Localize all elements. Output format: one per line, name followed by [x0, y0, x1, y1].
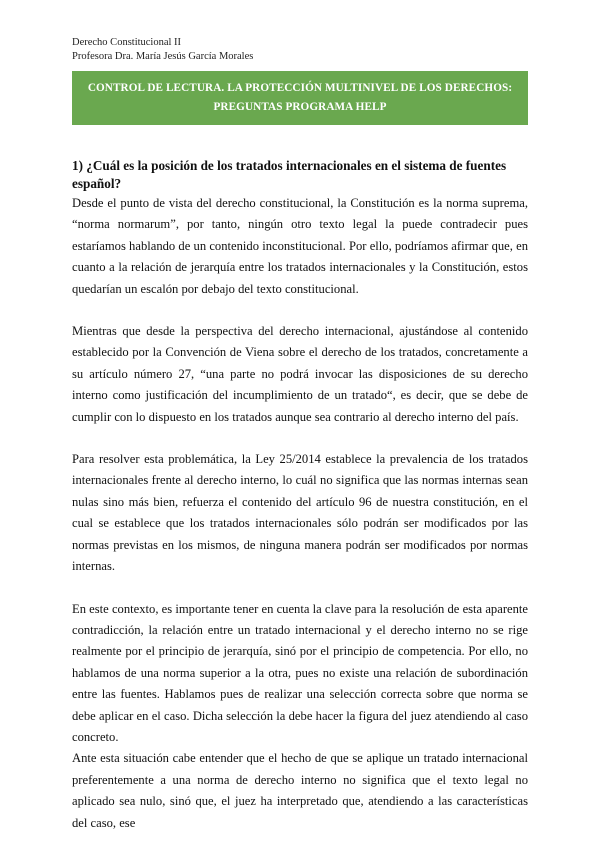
- banner-title-line-2: PREGUNTAS PROGRAMA HELP: [213, 101, 387, 113]
- paragraph: Ante esta situación cabe entender que el hecho de que se aplique un tratado internacional preferentemente a una norma de derecho interno no significa que el texto legal no aplicado sea nulo, sinó que, el juez ha interpretado que, atendiendo a las características del caso, ese: [72, 751, 528, 830]
- document-body: [72, 157, 528, 834]
- paragraph: Mientras que desde la perspectiva del derecho internacional, ajustándose al contenido establecido por la Convención de Viena sobre el derecho de los tratados, concretamente a su artículo número 27, “una parte no podrá invocar las disposiciones de su derecho interno como justificación del incumplimiento de un tratado“, es decir, que se debe de cumplir con lo dispuesto en los tratados aunque sea contrario al derecho interno del país.: [72, 324, 528, 424]
- course-name: Derecho Constitucional II: [72, 37, 182, 48]
- question-heading: 1) ¿Cuál es la posición de los tratados internacionales en el sistema de fuentes español?: [72, 158, 507, 191]
- title-banner: [72, 71, 528, 125]
- paragraph: Desde el punto de vista del derecho constitucional, la Constitución es la norma suprema, “norma normarum”, por tanto, ningún otro texto legal la puede contradecir pues estaríamos hablando de un contenido inconstitucional. Por ello, podríamos afirmar que, en cuanto a la relación de jerarquía entre los tratados internacionales y la Constitución, estos quedarían un escalón por debajo del texto constitucional.: [72, 196, 528, 296]
- document-header: [72, 36, 253, 64]
- paragraph: Para resolver esta problemática, la Ley 25/2014 establece la prevalencia de los tratados internacionales frente al derecho interno, lo cuál no significa que las normas internas sean nulas sino más bien, refuerza el contenido del artículo 96 de nuestra constitución, en el cual se establece que los tratados internacionales sólo podrán ser modificados por las normas previstas en los mismos, de ninguna manera podrán ser modificados por normas internas.: [72, 452, 528, 574]
- paragraph: En este contexto, es importante tener en cuenta la clave para la resolución de esta aparente contradicción, la relación entre un tratado internacional y el derecho interno no se rige realmente por el principio de jerarquía, sinó por el principio de competencia. Por ello, no hablamos de una norma superior a la otra, pues no existe una relación de subordinación entre las fuentes. Hablamos pues de realizar una selección correcta sobre que norma se debe aplicar en el caso. Dicha selección la debe hacer la figura del juez atendiendo al caso concreto.: [72, 601, 528, 744]
- banner-title-line-1: CONTROL DE LECTURA. LA PROTECCIÓN MULTINIVEL DE LOS DERECHOS:: [87, 82, 513, 94]
- professor-name: Profesora Dra. María Jesús García Morales: [72, 51, 254, 62]
